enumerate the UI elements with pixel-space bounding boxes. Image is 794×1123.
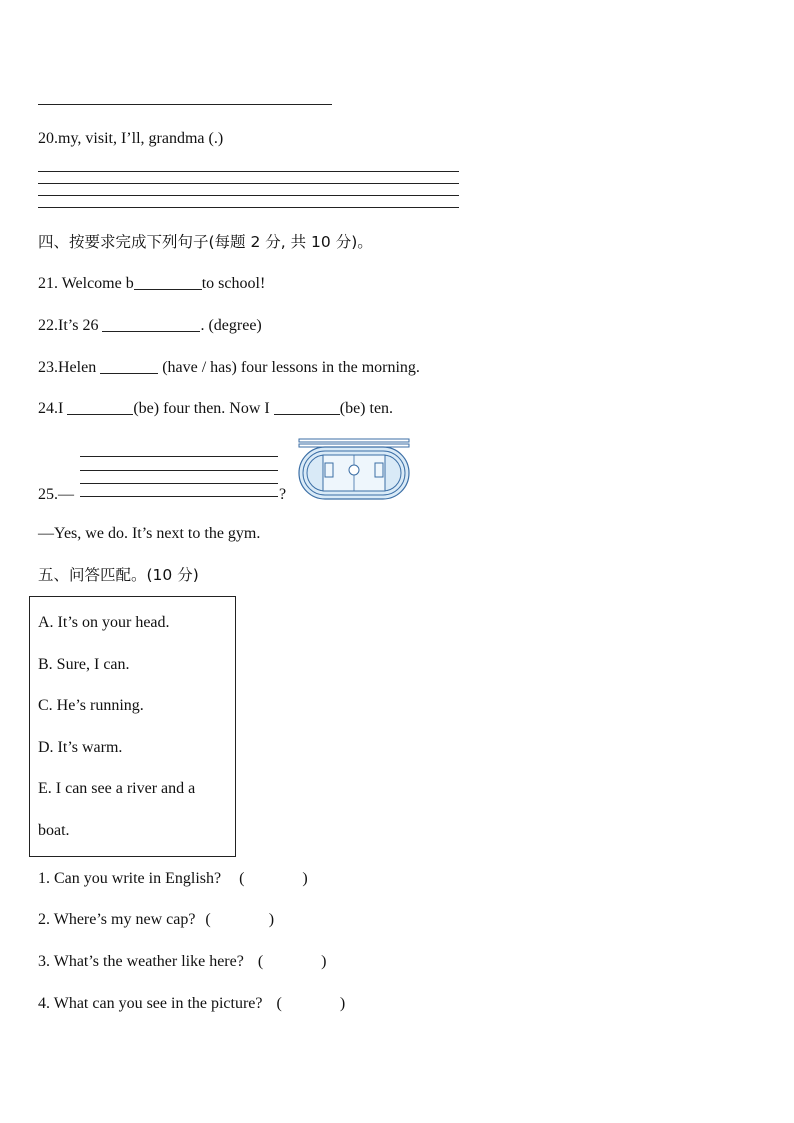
q20-answer-line-4[interactable] xyxy=(38,207,459,208)
q23-blank[interactable] xyxy=(100,359,158,374)
q22 xyxy=(38,316,262,336)
question-3-text: 3. What’s the weather like here? xyxy=(38,953,244,970)
q22-before: 22.It’s 26 xyxy=(38,317,99,334)
q23 xyxy=(38,358,420,378)
q20-answer-line-2[interactable] xyxy=(38,183,459,184)
question-2 xyxy=(38,910,274,930)
q20-answer-line-3[interactable] xyxy=(38,195,459,196)
q25-suffix: ? xyxy=(279,486,287,503)
q21 xyxy=(38,274,265,294)
q24 xyxy=(38,399,393,419)
question-2-answer-slot[interactable]: ( ) xyxy=(205,911,275,928)
q25-answer-line-1[interactable] xyxy=(80,456,278,457)
section4-title: 四、按要求完成下列句子(每题 2 分, 共 10 分)。 xyxy=(38,233,373,251)
option-b: B. Sure, I can. xyxy=(38,656,130,673)
q20-answer-line-1[interactable] xyxy=(38,171,459,172)
option-c: C. He’s running. xyxy=(38,697,144,714)
q25-answer-line-2[interactable] xyxy=(80,470,278,471)
question-1 xyxy=(38,869,308,889)
option-d: D. It’s warm. xyxy=(38,739,123,756)
q21-before: 21. Welcome b xyxy=(38,275,134,292)
q22-blank[interactable] xyxy=(102,317,200,332)
q23-after: (have / has) four lessons in the morning. xyxy=(162,359,420,376)
section5-title: 五、问答匹配。(10 分) xyxy=(38,566,199,584)
running-track-icon xyxy=(297,437,411,501)
q24-part1: 24.I xyxy=(38,400,64,417)
q21-blank[interactable] xyxy=(134,275,202,290)
question-1-answer-slot[interactable]: ( ) xyxy=(239,870,308,887)
q24-blank-2[interactable] xyxy=(274,400,340,415)
option-e-cont: boat. xyxy=(38,822,70,839)
q22-after: . (degree) xyxy=(200,317,262,334)
answer-line-prev[interactable] xyxy=(38,104,332,105)
q23-before: 23.Helen xyxy=(38,359,97,376)
question-4-answer-slot[interactable]: ( ) xyxy=(276,995,346,1012)
question-2-text: 2. Where’s my new cap? xyxy=(38,911,196,928)
q21-after: to school! xyxy=(201,275,266,292)
q20-text: 20.my, visit, I’ll, grandma (.) xyxy=(38,130,224,147)
q25-prefix: 25.— xyxy=(38,486,74,503)
q24-part2: (be) four then. Now I xyxy=(133,400,270,417)
question-3 xyxy=(38,952,327,972)
q24-blank-1[interactable] xyxy=(67,400,133,415)
option-e: E. I can see a river and a xyxy=(38,780,196,797)
question-3-answer-slot[interactable]: ( ) xyxy=(257,953,327,970)
q25-answer-line-4[interactable] xyxy=(80,496,278,497)
q25-answer: —Yes, we do. It’s next to the gym. xyxy=(38,525,261,542)
question-1-text: 1. Can you write in English? xyxy=(38,870,222,887)
options-box xyxy=(29,596,236,857)
question-4-text: 4. What can you see in the picture? xyxy=(38,995,263,1012)
q25-answer-line-3[interactable] xyxy=(80,483,278,484)
option-a: A. It’s on your head. xyxy=(38,614,170,631)
question-4 xyxy=(38,994,345,1014)
q24-part3: (be) ten. xyxy=(339,400,394,417)
